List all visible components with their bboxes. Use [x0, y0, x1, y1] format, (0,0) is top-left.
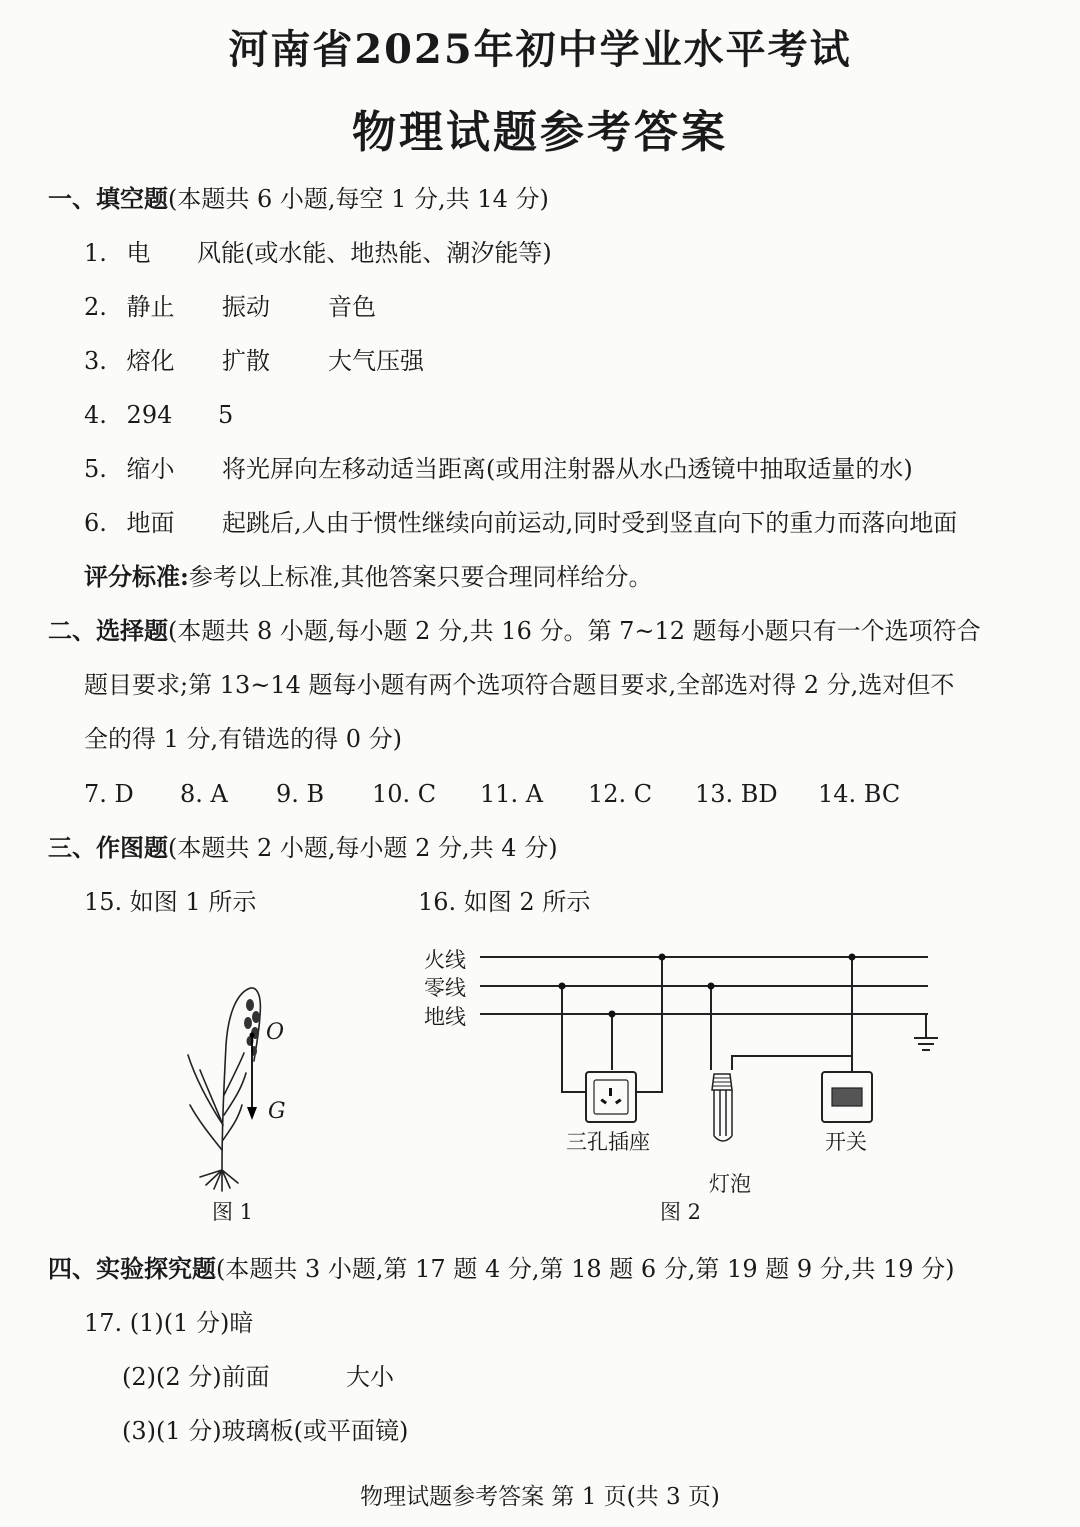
- choice-answer: 8. A: [180, 780, 228, 808]
- answer-row-5-b: 将光屏向左移动适当距离(或用注射器从水凸透镜中抽取适量的水): [222, 455, 913, 483]
- grading-text: 参考以上标准,其他答案只要合理同样给分。: [188, 563, 653, 591]
- exam-title: 河南省2025年初中学业水平考试: [228, 26, 852, 73]
- section-2-note-line-2: 题目要求;第 13~14 题每小题有两个选项符合题目要求,全部选对得 2 分,选对但不: [84, 671, 955, 699]
- answer-17-2-b: 大小: [346, 1363, 394, 1391]
- answer-row-2: [84, 291, 175, 323]
- answer-row-1-b: 风能(或水能、地热能、潮汐能等): [197, 239, 552, 267]
- grading-note: [84, 561, 653, 593]
- answer-row-1: [84, 237, 151, 269]
- answer-a: 294: [126, 401, 173, 429]
- answer-row-4-b: 5: [218, 401, 234, 429]
- q-num: 6.: [84, 509, 107, 537]
- section-2-header: [48, 615, 981, 647]
- label-switch: 开关: [825, 1130, 867, 1154]
- socket-live-wire: [636, 957, 662, 1092]
- lamp-switch-wire: [732, 1056, 852, 1072]
- answer-a: 静止: [126, 293, 175, 321]
- label-live-wire: 火线: [424, 948, 466, 972]
- switch-toggle: [832, 1088, 862, 1106]
- section-2-heading: 二、选择题: [48, 616, 168, 645]
- answer-row-6: [84, 507, 175, 539]
- socket-neutral-wire: [562, 986, 586, 1092]
- section-1-heading: 一、填空题: [48, 184, 168, 213]
- choice-answer: 13. BD: [695, 780, 778, 808]
- figure-2-caption: 图 2: [660, 1200, 702, 1224]
- choice-answer: 9. B: [276, 780, 325, 808]
- answer-a: 缩小: [126, 455, 175, 483]
- label-ground-wire: 地线: [424, 1005, 466, 1029]
- answer-row-4: [84, 399, 172, 431]
- section-3-note: (本题共 2 小题,每小题 2 分,共 4 分): [168, 834, 558, 862]
- gravity-arrowhead: [247, 1107, 257, 1120]
- answer-row-3-c: 大气压强: [328, 347, 424, 375]
- label-o: O: [266, 1020, 285, 1045]
- label-g: G: [268, 1099, 286, 1124]
- label-neutral-wire: 零线: [424, 976, 466, 1000]
- section-4-heading: 四、实验探究题: [48, 1254, 216, 1283]
- label-socket: 三孔插座: [566, 1130, 650, 1154]
- answer-row-2-b: 振动: [222, 293, 270, 321]
- answer-row-3: [84, 345, 175, 377]
- choice-answer: 14. BC: [818, 780, 901, 808]
- choice-answer: 7. D: [84, 780, 134, 808]
- figure-2-circuit: [470, 940, 950, 1180]
- section-4-note: (本题共 3 小题,第 17 题 4 分,第 18 题 6 分,第 19 题 9 分,共 19 分): [216, 1255, 955, 1283]
- answer-row-5: [84, 453, 175, 485]
- answer-17-3: (3)(1 分)玻璃板(或平面镜): [122, 1417, 409, 1445]
- grading-label: 评分标准:: [84, 562, 189, 591]
- choice-answer: 11. A: [480, 780, 544, 808]
- answer-a: 地面: [126, 509, 175, 537]
- figure-1-plant: [170, 975, 310, 1195]
- q-num: 2.: [84, 293, 107, 321]
- choice-answer: 12. C: [588, 780, 653, 808]
- section-2-note-line-3: 全的得 1 分,有错选的得 0 分): [84, 725, 403, 753]
- answer-row-3-b: 扩散: [222, 347, 270, 375]
- page-footer: 物理试题参考答案 第 1 页(共 3 页): [360, 1484, 720, 1510]
- q-num: 3.: [84, 347, 107, 375]
- figure-1-caption: 图 1: [212, 1200, 254, 1224]
- answer-row-6-b: 起跳后,人由于惯性继续向前运动,同时受到竖直向下的重力而落向地面: [222, 509, 958, 537]
- answer-17-2: (2)(2 分)前面: [122, 1363, 270, 1391]
- section-3-header: [48, 832, 558, 864]
- choice-answer: 10. C: [372, 780, 437, 808]
- question-16: 16. 如图 2 所示: [418, 888, 591, 916]
- answer-a: 熔化: [126, 347, 175, 375]
- answer-row-2-c: 音色: [328, 293, 376, 321]
- question-15: 15. 如图 1 所示: [84, 888, 257, 916]
- answer-key-title: 物理试题参考答案: [352, 107, 728, 158]
- section-3-heading: 三、作图题: [48, 833, 168, 862]
- q-num: 4.: [84, 401, 107, 429]
- section-2-note: (本题共 8 小题,每小题 2 分,共 16 分。第 7~12 题每小题只有一个选项符合: [168, 617, 981, 645]
- section-1-header: [48, 183, 549, 215]
- section-4-header: [48, 1253, 955, 1285]
- label-bulb: 灯泡: [709, 1172, 751, 1196]
- q-num: 1.: [84, 239, 107, 267]
- section-1-note: (本题共 6 小题,每空 1 分,共 14 分): [168, 185, 549, 213]
- answer-a: 电: [126, 239, 151, 267]
- answer-17-1: 17. (1)(1 分)暗: [84, 1309, 254, 1337]
- q-num: 5.: [84, 455, 107, 483]
